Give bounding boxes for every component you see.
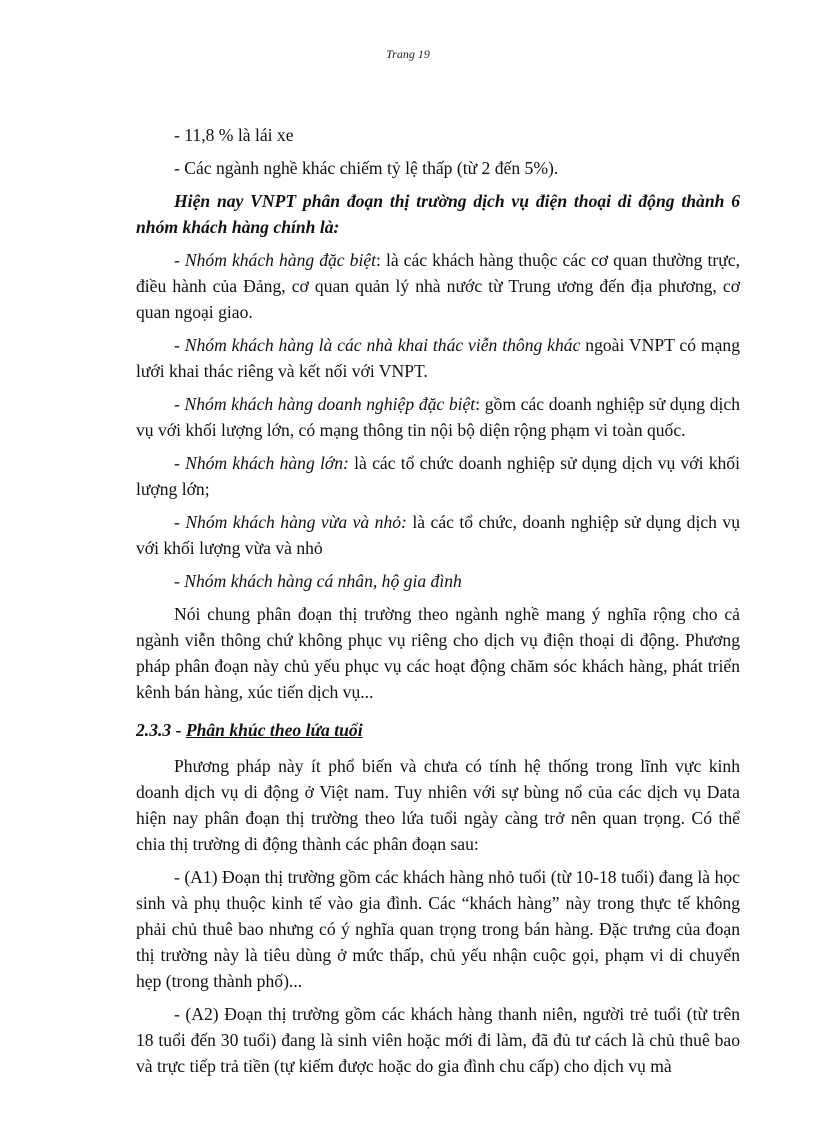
term-large-customers: - Nhóm khách hàng lớn: <box>174 453 349 473</box>
paragraph-driver-share: - 11,8 % là lái xe <box>174 125 294 145</box>
paragraph-other-occupations: - Các ngành nghề khác chiếm tỷ lệ thấp (từ 2 đến 5%). <box>174 158 559 178</box>
paragraph-large-customers <box>136 450 740 502</box>
section-number: 2.3.3 - <box>136 720 186 740</box>
term-other-operators: - Nhóm khách hàng là các nhà khai thác viễn thông khác <box>174 335 581 355</box>
term-special-enterprises: - Nhóm khách hàng doanh nghiệp đặc biệt <box>174 394 476 414</box>
paragraph-vnpt-segments-intro: Hiện nay VNPT phân đoạn thị trường dịch vụ điện thoại di động thành 6 nhóm khách hàng chính là: <box>136 191 740 237</box>
definition-special-customers: : là các khách hàng thuộc các cơ quan thường trực, điều hành của Đảng, cơ quan quản lý nhà nước từ Trung ương đến địa phương, cơ quan ngoại giao. <box>136 250 740 322</box>
section-title: Phân khúc theo lứa tuổi <box>185 720 363 740</box>
paragraph-segmentation-summary: Nói chung phân đoạn thị trường theo ngành nghề mang ý nghĩa rộng cho cả ngành viễn thông chứ không phục vụ riêng cho dịch vụ điện thoại di động. Phương pháp phân đoạn này chủ yếu phục vụ các hoạt động chăm sóc khách hàng, phát triển kênh bán hàng, xúc tiến dịch vụ... <box>136 604 740 702</box>
term-special-customers: - Nhóm khách hàng đặc biệt <box>174 250 377 270</box>
paragraph-age-segmentation-intro: Phương pháp này ít phổ biến và chưa có tính hệ thống trong lĩnh vực kinh doanh dịch vụ di động ở Việt nam. Tuy nhiên với sự bùng nổ của các dịch vụ Data hiện nay phân đoạn thị trường theo lứa tuổi ngày càng trở nên quan trọng. Có thể chia thị trường di động thành các phân đoạn sau: <box>136 756 740 854</box>
section-heading <box>136 717 740 743</box>
paragraph-segment-a1: - (A1) Đoạn thị trường gồm các khách hàng nhỏ tuổi (từ 10-18 tuổi) đang là học sinh và phụ thuộc kinh tế vào gia đình. Các “khách hàng” này trong thực tế không phải chủ thuê bao nhưng có ý nghĩa quan trọng trong bán hàng. Đặc trưng của đoạn thị trường này là tiêu dùng ở mức thấp, chủ yếu nhận cuộc gọi, phạm vi di chuyển hẹp (trong thành phố)... <box>136 867 740 991</box>
document-body <box>136 122 740 1086</box>
page-number: Trang 19 <box>386 47 430 61</box>
paragraph-individual-customers: - Nhóm khách hàng cá nhân, hộ gia đình <box>174 571 462 591</box>
definition-large-customers: là các tổ chức doanh nghiệp sử dụng dịch vụ với khối lượng lớn; <box>136 453 740 499</box>
paragraph-special-customers <box>136 247 740 325</box>
term-small-medium-customers: - Nhóm khách hàng vừa và nhỏ: <box>174 512 407 532</box>
paragraph-small-medium-customers <box>136 509 740 561</box>
paragraph-segment-a2: - (A2) Đoạn thị trường gồm các khách hàng thanh niên, người trẻ tuổi (từ trên 18 tuổi đến 30 tuổi) đang là sinh viên hoặc mới đi làm, đã đủ tư cách là chủ thuê bao và trực tiếp trả tiền (tự kiếm được hoặc do gia đình chu cấp) cho dịch vụ mà <box>136 1004 740 1076</box>
paragraph-other-operators <box>136 332 740 384</box>
definition-small-medium-customers: là các tổ chức, doanh nghiệp sử dụng dịch vụ với khối lượng vừa và nhỏ <box>136 512 740 558</box>
definition-other-operators: ngoài VNPT có mạng lưới khai thác riêng và kết nối với VNPT. <box>136 335 741 381</box>
paragraph-special-enterprises <box>136 391 740 443</box>
definition-special-enterprises: : gồm các doanh nghiệp sử dụng dịch vụ với khối lượng lớn, có mạng thông tin nội bộ diện rộng phạm vi toàn quốc. <box>136 394 740 440</box>
